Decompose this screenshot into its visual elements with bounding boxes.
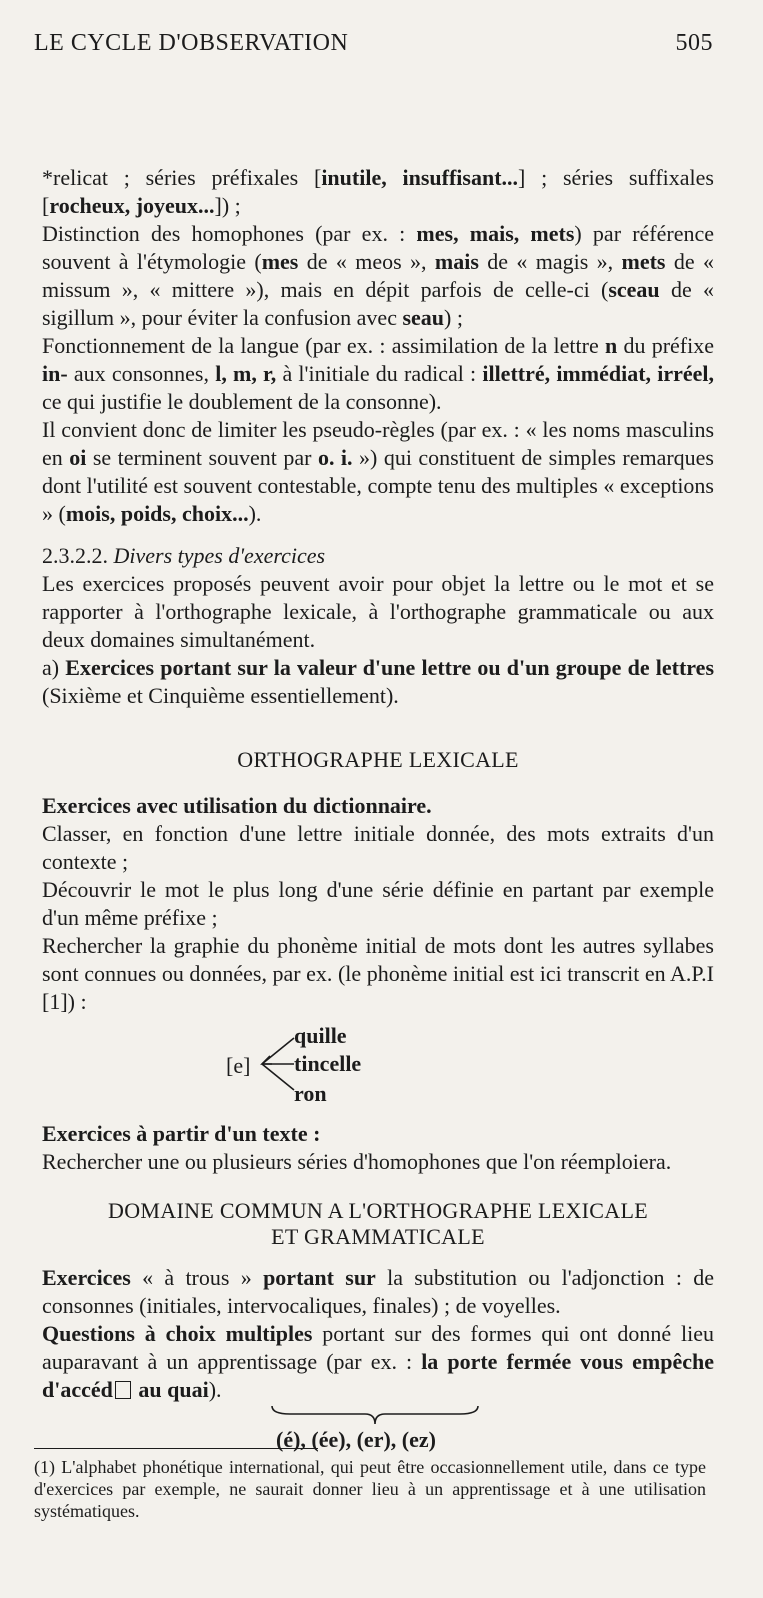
page-header [34,30,713,57]
bold-run: mais [434,249,479,274]
bold-run: mets [621,249,666,274]
text-run: ). [208,1377,222,1402]
running-title: LE CYCLE D'OBSERVATION [34,30,349,56]
bold-run: mes, mais, mets [416,221,575,246]
paragraph-multiple-choice [42,1320,714,1404]
text-run: ce qui justifie le doublement de la consonne). [42,389,442,414]
text-run: Distinction des homophones (par ex. : [42,221,417,246]
word-option: tincelle [294,1051,362,1076]
paragraph-pseudo-rules [42,416,714,528]
page-body [42,164,714,1456]
text-run: de « meos », [298,249,435,274]
bold-run: au quai [132,1377,209,1402]
bold-run: sceau [608,277,660,302]
text-run: du préfixe [617,333,714,358]
text-run: ») qui constituent de simples remarques dont l'utilité est souvent contestable, compte tenu des multiples « exceptions » ( [42,445,714,526]
heading-line: ET GRAMMATICALE [271,1224,485,1249]
bold-run: Exercices [42,1265,131,1290]
bold-run: portant sur [263,1265,376,1290]
text-run: ] ; séries suffixales [ [42,165,714,218]
exercise-homophones: Rechercher une ou plusieurs séries d'homophones que l'on réemploiera. [42,1149,672,1174]
ipa-symbol: [e] [226,1053,251,1078]
text-run: ). [248,501,262,526]
text-run: ) ; [444,305,463,330]
word-option: ron [294,1081,327,1106]
phoneme-scheme [42,1022,714,1114]
text-run: se terminent souvent par [86,445,318,470]
paragraph-language-functioning [42,332,714,416]
bold-run: la porte fermée vous empêche d'accéd [42,1349,714,1402]
exercise-initial-phoneme: Rechercher la graphie du phonème initial de mots dont les autres syllabes sont connues ou données, par ex. (le phonème initial est ici transcrit en A.P.I [1]) : [42,933,714,1014]
heading-line: DOMAINE COMMUN A L'ORTHOGRAPHE LEXICALE [108,1198,648,1223]
text-run: de « sigillum », pour éviter la confusion avec [42,277,714,330]
section-title [42,542,714,570]
heading-orthographe-lexicale: ORTHOGRAPHE LEXICALE [237,747,519,772]
bold-run: seau [402,305,445,330]
bold-run: mes [261,249,299,274]
text-run: la substitution ou l'adjonction : de consonnes (initiales, intervocaliques, finales) ; de voyelles. [42,1265,714,1318]
text-run: aux consonnes, [67,361,216,386]
text-run: ) par référence souvent à l'étymologie ( [42,221,714,274]
text-run: *relicat ; séries préfixales [ [42,165,322,190]
text-run: de « magis », [478,249,622,274]
text-run: (Sixième et Cinquième essentiellement). [42,683,399,708]
text-run: ]) ; [214,193,241,218]
item-label: a) [42,655,60,680]
exercise-classify: Classer, en fonction d'une lettre initiale donnée, des mots extraits d'un contexte ; [42,821,714,874]
item-a [42,654,714,710]
paragraph-homophones [42,220,714,332]
bold-run: mois, poids, choix... [65,501,249,526]
footnote: (1) L'alphabet phonétique international, qui peut être occasionnellement utile, dans ce type d'exercices par exemple, ne saurait donner lieu à un apprentissage et à une utilisation systématiques. [34,1457,706,1521]
exercise-longest-word: Découvrir le mot le plus long d'une série définie en partant par exemple d'un même préfixe ; [42,877,714,930]
branch-arrows-icon [260,1032,296,1096]
text-run: à l'initiale du radical : [276,361,483,386]
bold-run: Exercices à partir d'un texte : [42,1121,321,1146]
bold-run: Exercices portant sur la valeur d'une lettre ou d'un groupe de lettres [65,655,714,680]
text-run: Fonctionnement de la langue (par ex. : assimilation de la lettre [42,333,605,358]
blank-box-icon [115,1381,131,1399]
bold-run: inutile, insuffisant... [321,165,519,190]
brace-icon [270,1404,480,1426]
bold-run: rocheux, joyeux... [49,193,215,218]
bold-run: Questions à choix multiples [42,1321,313,1346]
heading-domaine-commun [42,1198,714,1250]
page-number: 505 [675,30,713,56]
text-run: « à trous » [130,1265,264,1290]
bold-run: Exercices avec utilisation du dictionnaire. [42,793,432,818]
bold-run: l, m, r, [215,361,277,386]
text-run: portant sur des formes qui ont donné lieu auparavant à un apprentissage (par ex. : [42,1321,714,1374]
bold-run: illettré, immédiat, irréel, [482,361,715,386]
paragraph-affixes [42,164,714,220]
choice-options: (é), (ée), (er), (ez) [276,1427,436,1452]
bold-run: oi [69,445,87,470]
bold-run: in- [42,361,68,386]
bold-run: n [604,333,618,358]
text-run: Il convient donc de limiter les pseudo-règles (par ex. : « les noms masculins en [42,417,714,470]
bold-run: o. i. [317,445,353,470]
section-title-text: Divers types d'exercices [113,543,326,568]
footnote-rule [34,1448,318,1449]
subheading-text-exercises [42,1120,714,1148]
paragraph-fill-blanks [42,1264,714,1320]
section-number: 2.3.2.2. [42,543,108,568]
section-intro: Les exercices proposés peuvent avoir pour objet la lettre ou le mot et se rapporter à l'orthographe lexicale, à l'orthographe grammaticale ou aux deux domaines simultanément. [42,571,714,652]
subheading-dictionary [42,792,714,820]
word-option: quille [294,1023,347,1048]
text-run: de « missum », « mittere »), mais en dépit parfois de celle-ci ( [42,249,714,302]
